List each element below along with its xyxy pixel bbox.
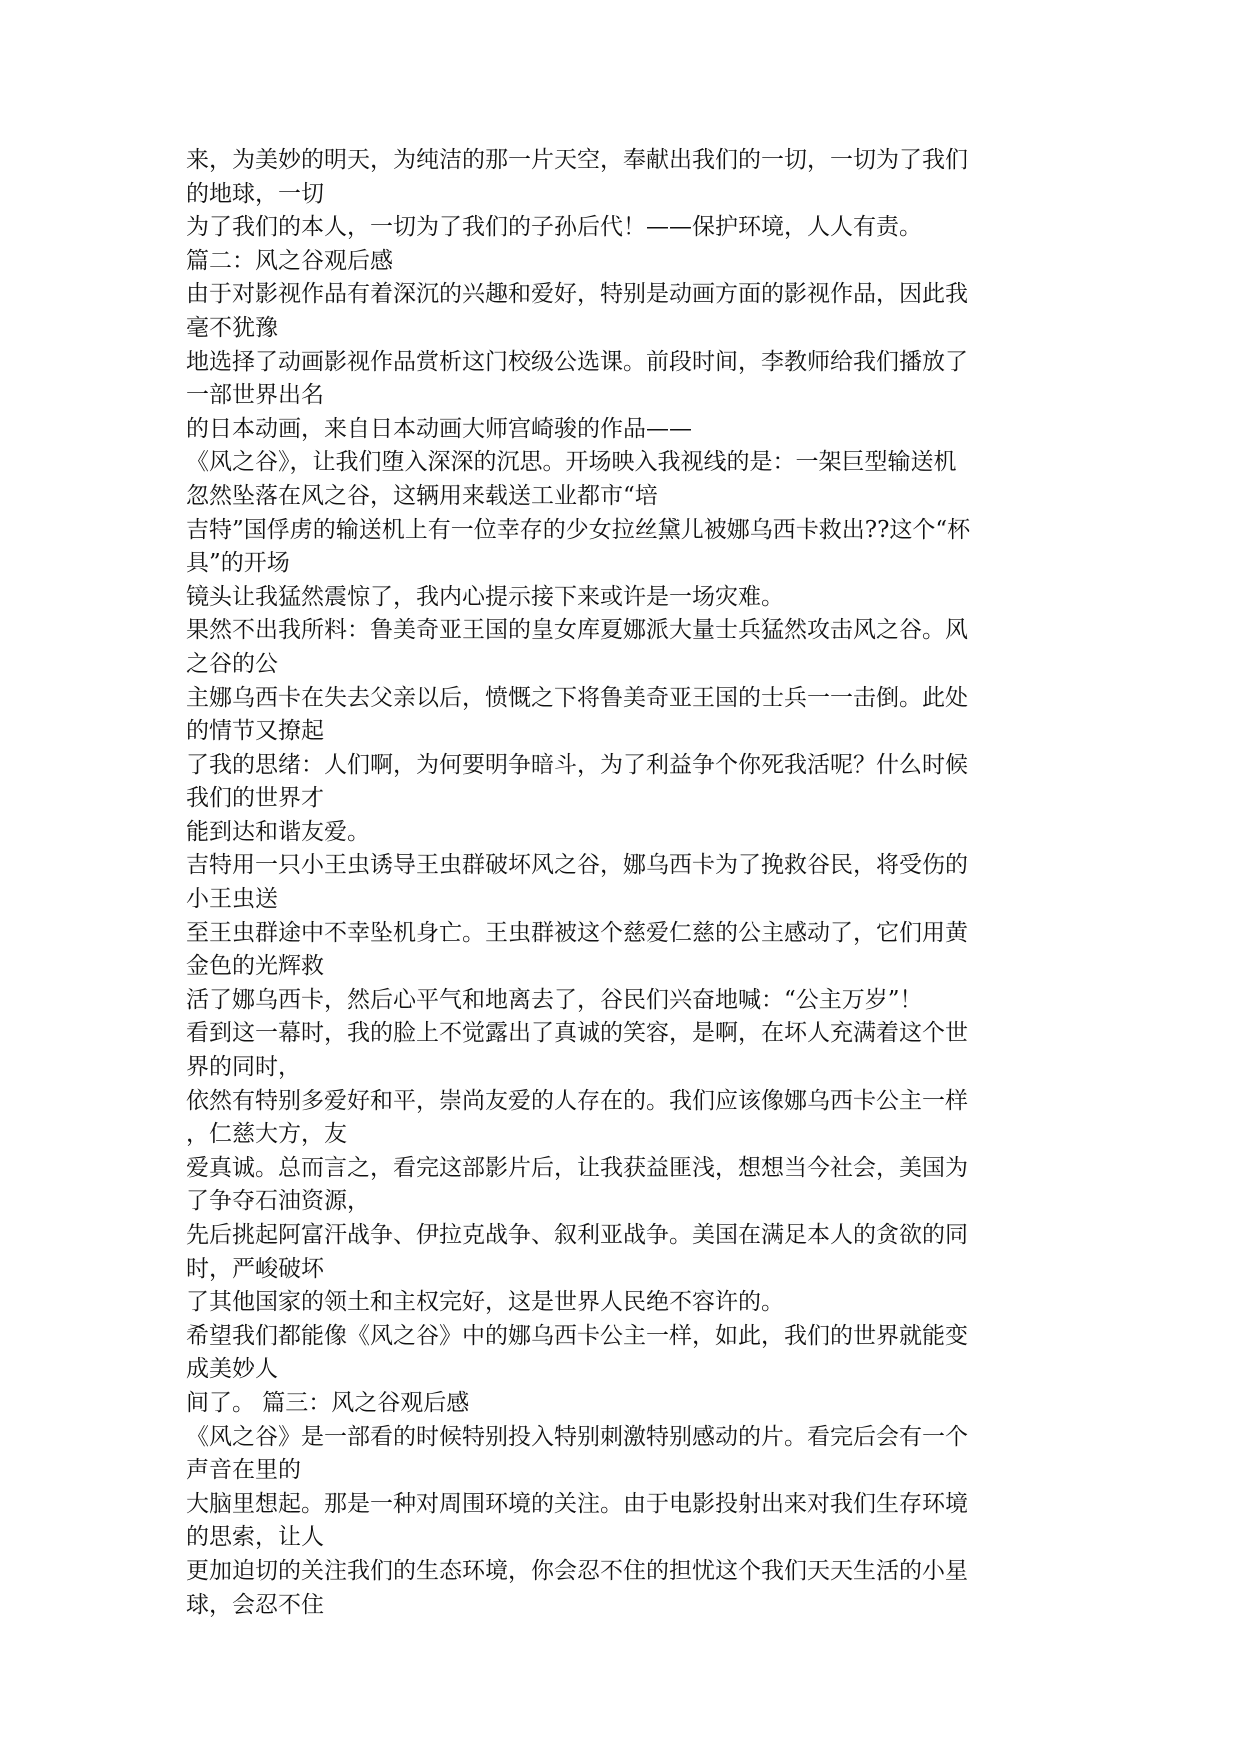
text-line: 的日本动画，来自日本动画大师宫崎骏的作品—— [186, 415, 692, 442]
text-line: 《风之谷》是一部看的时候特别投入特别刺激特别感动的片。看完后会有一个 [186, 1423, 968, 1450]
text-line: 忽然坠落在风之谷，这辆用来载送工业都市“培 [186, 482, 658, 509]
text-line: 毫不犹豫 [186, 314, 278, 341]
text-line: 的思索，让人 [186, 1524, 324, 1551]
text-line: 声音在里的 [186, 1457, 301, 1484]
text-line: 金色的光辉救 [186, 953, 324, 980]
text-line: 吉特”国俘虏的输送机上有一位幸存的少女拉丝黛儿被娜乌西卡救出??这个“杯 [186, 516, 971, 543]
text-line: 爱真诚。总而言之，看完这部影片后，让我获益匪浅，想想当今社会，美国为 [186, 1154, 968, 1181]
text-line: 大脑里想起。那是一种对周围环境的关注。由于电影投射出来对我们生存环境 [186, 1490, 968, 1517]
text-line: 希望我们都能像《风之谷》中的娜乌西卡公主一样，如此，我们的世界就能变 [186, 1322, 968, 1349]
text-line: 具”的开场 [186, 550, 290, 577]
document-body [186, 144, 1056, 1622]
text-line: 间了。 篇三：风之谷观后感 [186, 1389, 470, 1416]
text-line: 的地球，一切 [186, 180, 324, 207]
text-line: 界的同时， [186, 1054, 301, 1081]
text-line: 能到达和谐友爱。 [186, 818, 370, 845]
text-line: 地选择了动画影视作品赏析这门校级公选课。前段时间，李教师给我们播放了 [186, 348, 968, 375]
text-line: 成美妙人 [186, 1356, 278, 1383]
text-line: 吉特用一只小王虫诱导王虫群破坏风之谷，娜乌西卡为了挽救谷民，将受伤的 [186, 852, 968, 879]
text-line: 我们的世界才 [186, 785, 324, 812]
text-line: 为了我们的本人，一切为了我们的子孙后代！——保护环境，人人有责。 [186, 214, 922, 241]
text-line: 了争夺石油资源， [186, 1188, 370, 1215]
text-line: 看到这一幕时，我的脸上不觉露出了真诚的笑容，是啊，在坏人充满着这个世 [186, 1020, 968, 1047]
text-line: 镜头让我猛然震惊了，我内心提示接下来或许是一场灾难。 [186, 583, 784, 610]
text-line: 之谷的公 [186, 650, 278, 677]
section-heading: 篇二：风之谷观后感 [186, 247, 393, 274]
text-line: 小王虫送 [186, 886, 278, 913]
text-line: 至王虫群途中不幸坠机身亡。王虫群被这个慈爱仁慈的公主感动了，它们用黄 [186, 919, 968, 946]
text-line: 更加迫切的关注我们的生态环境，你会忍不住的担忧这个我们天天生活的小星 [186, 1557, 968, 1584]
text-line: 一部世界出名 [186, 382, 324, 409]
text-line: 球，会忍不住 [186, 1591, 324, 1618]
text-line: 时，严峻破坏 [186, 1255, 324, 1282]
text-line: 《风之谷》，让我们堕入深深的沉思。开场映入我视线的是：一架巨型输送机 [186, 449, 957, 476]
text-line: 了其他国家的领土和主权完好，这是世界人民绝不容许的。 [186, 1289, 784, 1316]
text-line: 的情节又撩起 [186, 718, 324, 745]
text-line: 主娜乌西卡在失去父亲以后，愤慨之下将鲁美奇亚王国的士兵一一击倒。此处 [186, 684, 968, 711]
text-line: 依然有特别多爱好和平，崇尚友爱的人存在的。我们应该像娜乌西卡公主一样 [186, 1087, 968, 1114]
text-line: 果然不出我所料：鲁美奇亚王国的皇女库夏娜派大量士兵猛然攻击风之谷。风 [186, 617, 968, 644]
text-line: 了我的思绪：人们啊，为何要明争暗斗，为了利益争个你死我活呢？什么时候 [186, 751, 968, 778]
text-line: 先后挑起阿富汗战争、伊拉克战争、叙利亚战争。美国在满足本人的贪欲的同 [186, 1222, 968, 1248]
text-line: 来，为美妙的明天，为纯洁的那一片天空，奉献出我们的一切，一切为了我们 [186, 147, 968, 173]
text-line: 活了娜乌西卡，然后心平气和地离去了，谷民们兴奋地喊：“公主万岁”！ [186, 986, 923, 1013]
text-line: 由于对影视作品有着深沉的兴趣和爱好，特别是动画方面的影视作品，因此我 [186, 281, 968, 308]
text-line: ，仁慈大方，友 [186, 1121, 347, 1148]
